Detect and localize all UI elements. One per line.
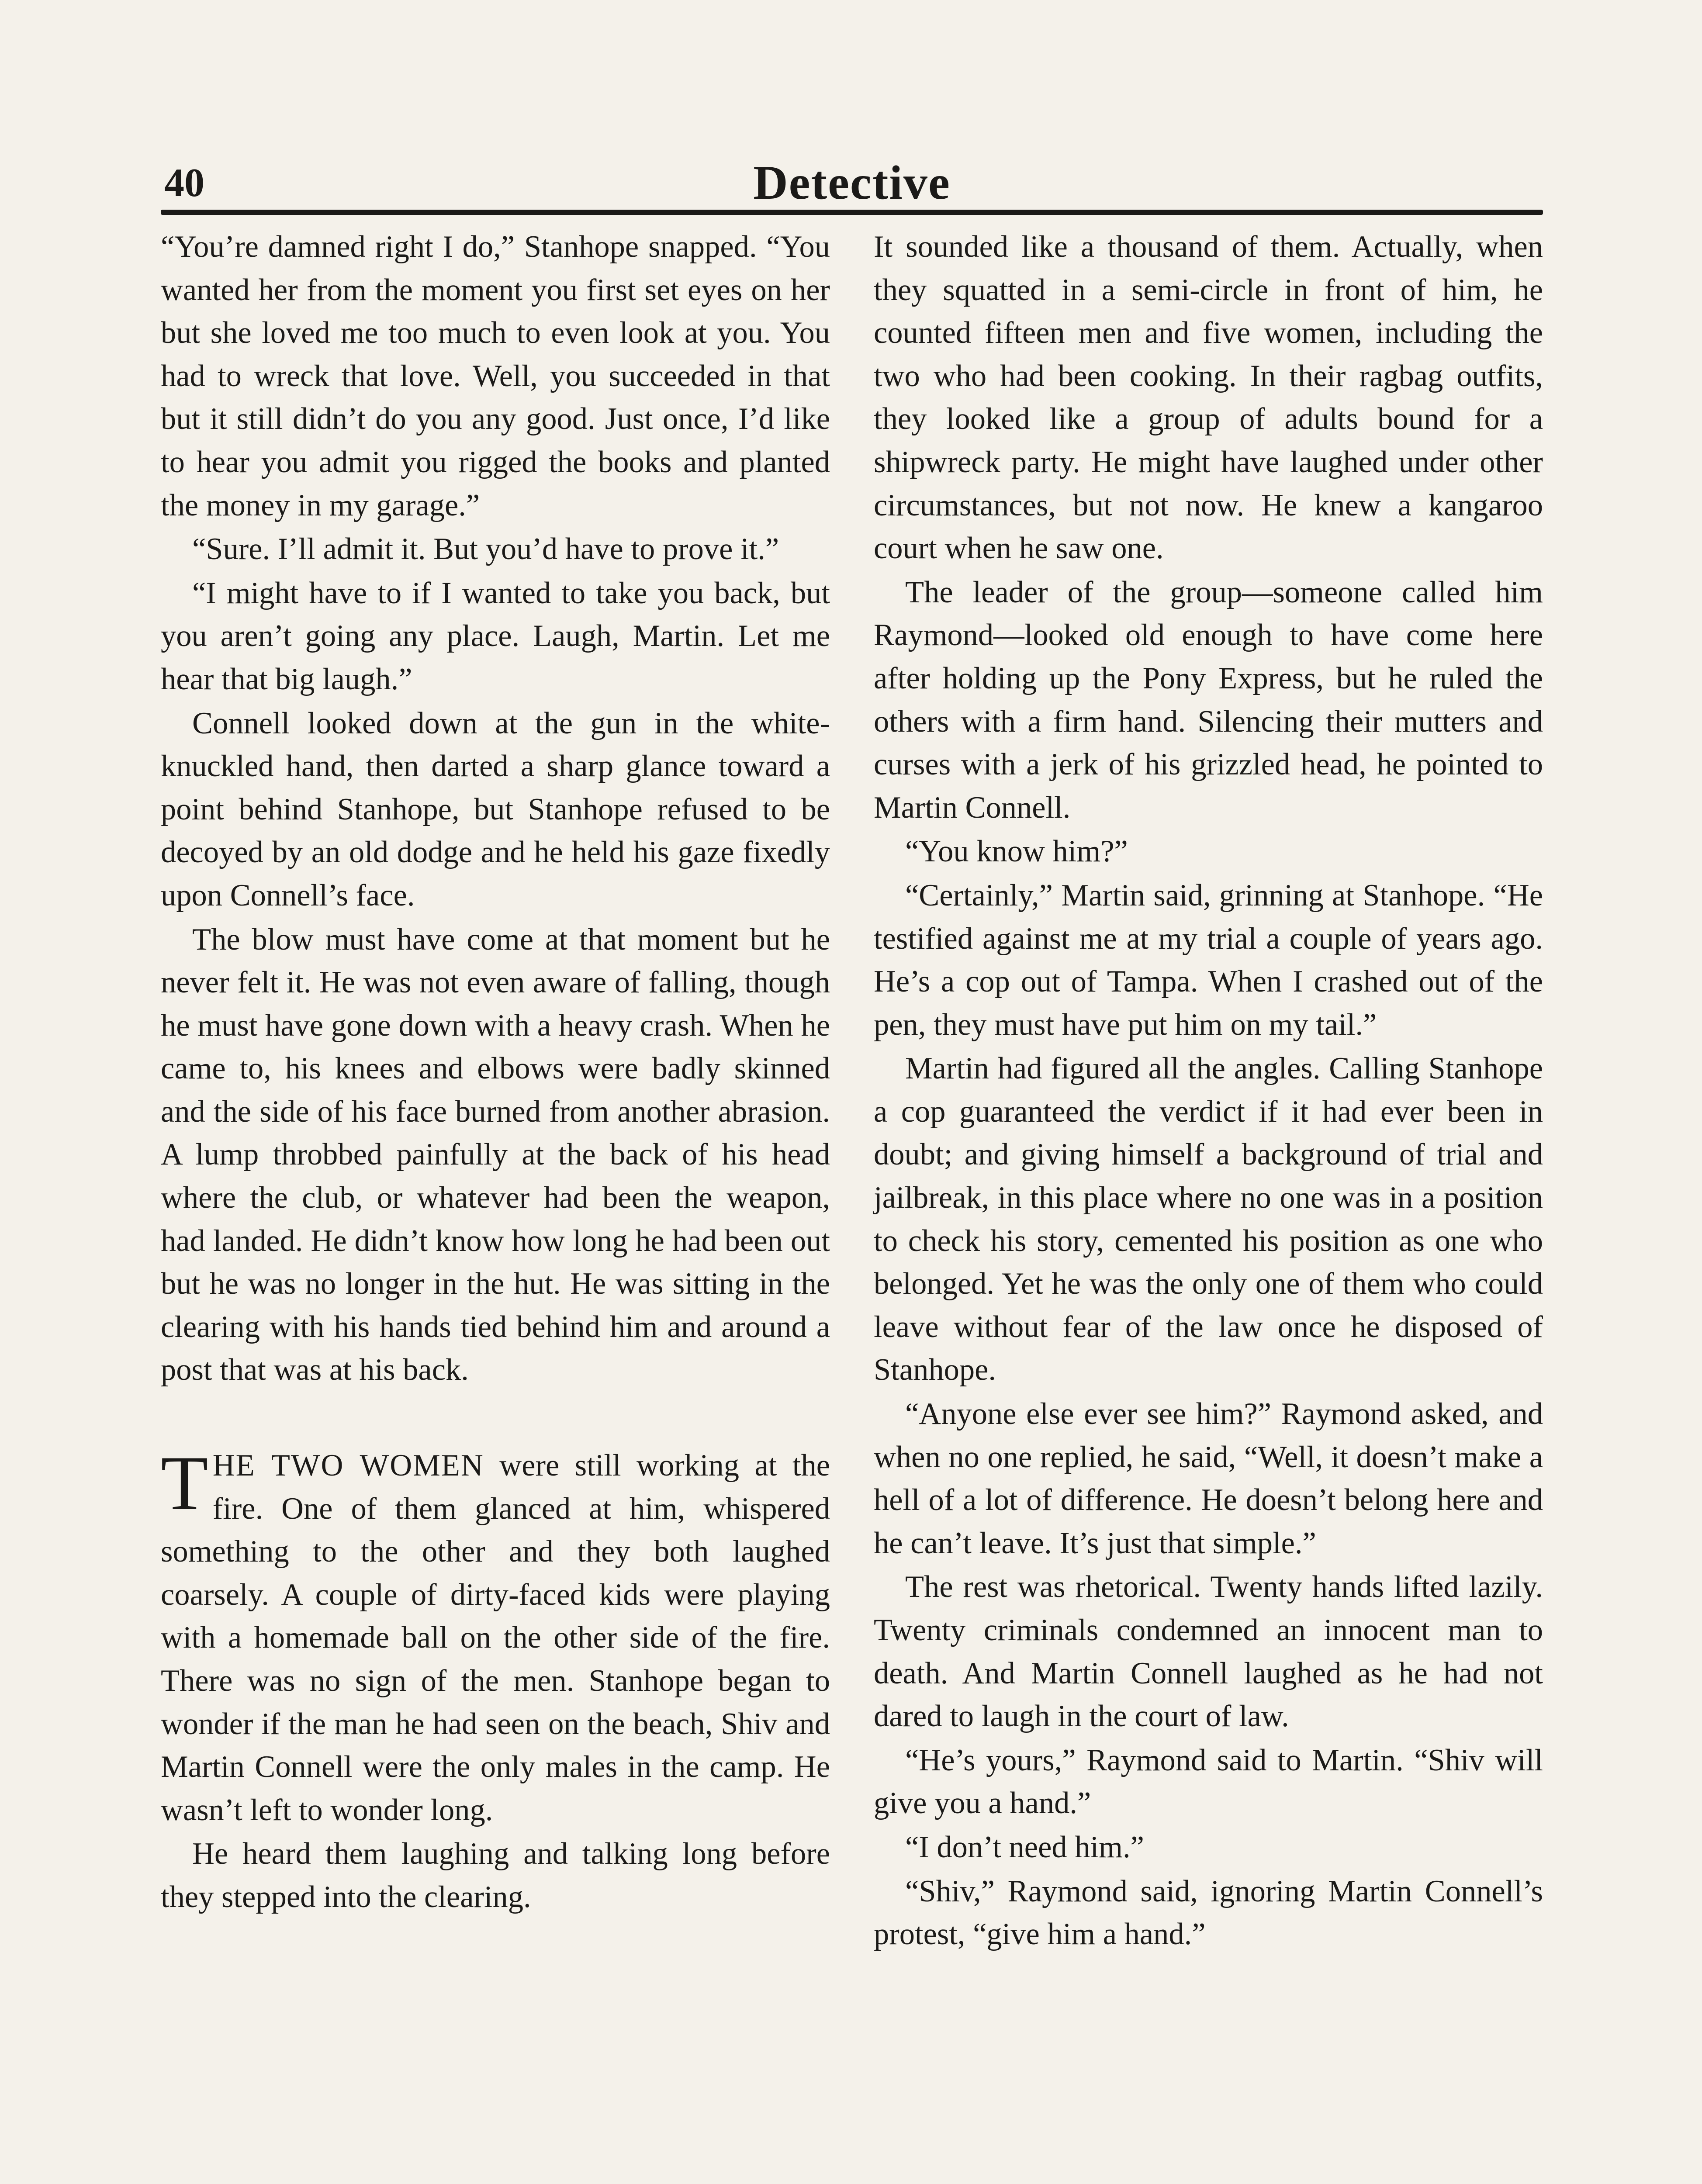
- paragraph: “Anyone else ever see him?” Raymond asked, and when no one replied, he said, “Well, it doesn’t make a hell of a lot of difference. He doesn’t belong here and he can’t leave. It’s just that simple.”: [874, 1397, 1543, 1560]
- paragraph: The blow must have come at that moment but he never felt it. He was not even aware of falling, though he must have gone down with a heavy crash. When he came to, his knees and elbows were badly skinned and the side of his face burned from another abrasion. A lump throbbed painfully at the back of his head where the club, or whatever had been the weapon, had landed. He didn’t know how long he had been out but he was no longer in the hut. He was sitting in the clearing with his hands tied behind him and around a post that was at his back.: [161, 922, 830, 1387]
- paragraph: Connell looked down at the gun in the white-knuckled hand, then darted a sharp glance toward a point behind Stanhope, but Stanhope refused to be decoyed by an old dodge and he held his gaze fixedly upon Connell’s face.: [161, 706, 830, 912]
- page-header: [161, 155, 1543, 207]
- paragraph: “He’s yours,” Raymond said to Martin. “Shiv will give you a hand.”: [874, 1743, 1543, 1821]
- lead-in-caps: HE TWO WOMEN: [212, 1448, 484, 1483]
- paragraph: “Shiv,” Raymond said, ignoring Martin Connell’s protest, “give him a hand.”: [874, 1874, 1543, 1952]
- paragraph: It sounded like a thousand of them. Actually, when they squatted in a semi-circle in front of him, he counted fifteen men and five women, including the two who had been cooking. In their ragbag outfits, they looked like a group of adults bound for a shipwreck party. He might have laughed under other circumstances, but not now. He knew a kangaroo court when he saw one.: [874, 230, 1543, 566]
- paragraph: He heard them laughing and talking long before they stepped into the clearing.: [161, 1837, 830, 1914]
- paragraph-text: were still working at the fire. One of them glanced at him, whispered something to the other and they both laughed coarsely. A couple of dirty-faced kids were playing with a homemade ball on the other side of the fire. There was no sign of the men. Stanhope began to wonder if the man he had seen on the beach, Shiv and Martin Connell were the only males in the camp. He wasn’t left to wonder long.: [161, 1448, 830, 1827]
- left-column: [161, 225, 830, 1920]
- paragraph: “I don’t need him.”: [905, 1830, 1144, 1864]
- drop-cap: T: [161, 1440, 208, 1527]
- section-break: [161, 1393, 830, 1444]
- paragraph: Martin had figured all the angles. Calling Stanhope a cop guaranteed the verdict if it had ever been in doubt; and giving himself a background of trial and jailbreak, in this place where no one was in a position to check his story, cemented his position as one who belonged. Yet he was the only one of them who could leave without fear of the law once he disposed of Stanhope.: [874, 1051, 1543, 1387]
- paragraph: “I might have to if I wanted to take you back, but you aren’t going any place. Laugh, Martin. Let me hear that big laugh.”: [161, 576, 830, 696]
- header-rule: [161, 210, 1543, 215]
- page-number: 40: [164, 160, 204, 205]
- paragraph: The rest was rhetorical. Twenty hands lifted lazily. Twenty criminals condemned an innocent man to death. And Martin Connell laughed as he had not dared to laugh in the court of law.: [874, 1570, 1543, 1734]
- right-column: [874, 225, 1543, 1957]
- section-first-paragraph: [161, 1440, 830, 1832]
- paragraph: “Certainly,” Martin said, grinning at Stanhope. “He testified against me at my trial a couple of years ago. He’s a cop out of Tampa. When I crashed out of the pen, they must have put him on my tail.”: [874, 878, 1543, 1042]
- paragraph: “You’re damned right I do,” Stanhope snapped. “You wanted her from the moment you first set eyes on her but she loved me too much to even look at you. You had to wreck that love. Well, you succeeded in that but it still didn’t do you any good. Just once, I’d like to hear you admit you rigged the books and planted the money in my garage.”: [161, 230, 830, 522]
- paragraph: The leader of the group—someone called him Raymond—looked old enough to have come here after holding up the Pony Express, but he ruled the others with a firm hand. Silencing their mutters and curses with a jerk of his grizzled head, he pointed to Martin Connell.: [874, 575, 1543, 825]
- paragraph: “You know him?”: [905, 834, 1128, 869]
- magazine-title: Detective: [753, 156, 951, 209]
- paragraph: “Sure. I’ll admit it. But you’d have to prove it.”: [192, 532, 779, 567]
